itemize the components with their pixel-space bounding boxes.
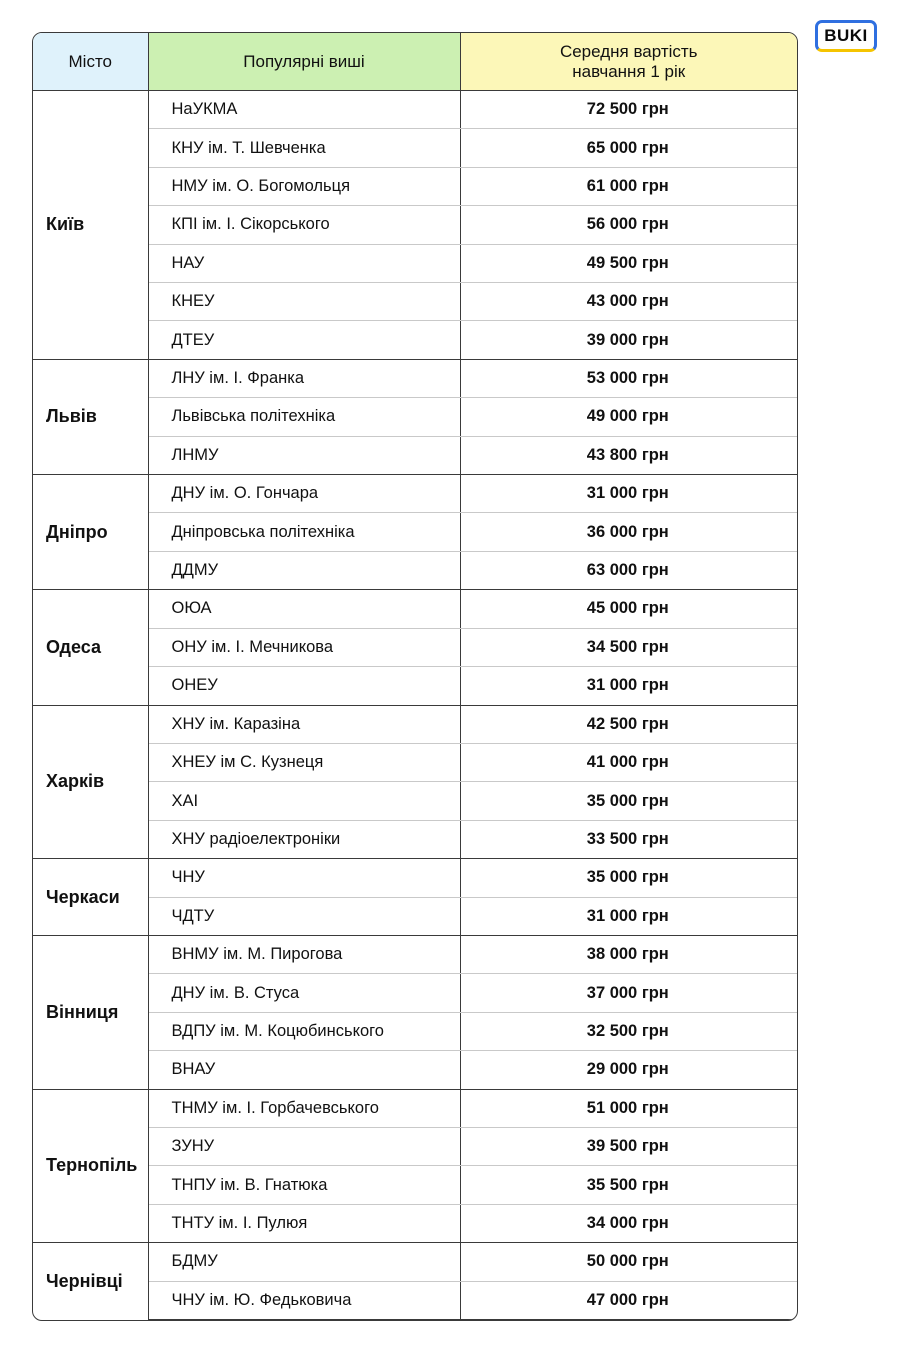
table-row	[33, 91, 797, 129]
city-cell: Вінниця	[33, 935, 148, 1089]
table-row	[33, 859, 797, 897]
price-cell: 35 500 грн	[460, 1166, 797, 1204]
city-cell: Тернопіль	[33, 1089, 148, 1243]
price-cell: 32 500 грн	[460, 1012, 797, 1050]
table-row	[33, 1166, 797, 1204]
table-row	[33, 436, 797, 474]
table-row	[33, 513, 797, 551]
price-cell: 43 000 грн	[460, 283, 797, 321]
price-cell: 49 000 грн	[460, 398, 797, 436]
university-cell: НАУ	[148, 244, 460, 282]
table-row	[33, 1012, 797, 1050]
university-cell: ВНМУ ім. М. Пирогова	[148, 935, 460, 973]
table-row	[33, 206, 797, 244]
university-cell: ТНПУ ім. В. Гнатюка	[148, 1166, 460, 1204]
table-row	[33, 820, 797, 858]
header-price-label: Середня вартість навчання 1 рік	[559, 41, 698, 81]
university-cell: НМУ ім. О. Богомольця	[148, 167, 460, 205]
price-cell: 39 000 грн	[460, 321, 797, 359]
table-row	[33, 667, 797, 705]
price-cell: 49 500 грн	[460, 244, 797, 282]
price-cell: 39 500 грн	[460, 1127, 797, 1165]
price-cell: 51 000 грн	[460, 1089, 797, 1127]
price-cell: 47 000 грн	[460, 1281, 797, 1319]
table-row	[33, 359, 797, 397]
price-cell: 31 000 грн	[460, 667, 797, 705]
price-cell: 61 000 грн	[460, 167, 797, 205]
university-cell: ХНУ ім. Каразіна	[148, 705, 460, 743]
university-cell: ЧНУ ім. Ю. Федьковича	[148, 1281, 460, 1319]
university-cell: ЗУНУ	[148, 1127, 460, 1165]
table-body	[33, 91, 797, 1320]
university-cell: ХНУ радіоелектроніки	[148, 820, 460, 858]
university-cell: КПІ ім. І. Сікорського	[148, 206, 460, 244]
price-cell: 35 000 грн	[460, 782, 797, 820]
price-cell: 29 000 грн	[460, 1051, 797, 1089]
university-cell: ВНАУ	[148, 1051, 460, 1089]
price-cell: 53 000 грн	[460, 359, 797, 397]
university-cell: ЧНУ	[148, 859, 460, 897]
header-universities: Популярні виші	[148, 33, 460, 91]
buki-logo: BUKI	[815, 20, 877, 52]
price-cell: 43 800 грн	[460, 436, 797, 474]
table-row	[33, 1243, 797, 1281]
city-cell: Одеса	[33, 590, 148, 705]
table-row	[33, 475, 797, 513]
university-cell: НаУКМА	[148, 91, 460, 129]
price-cell: 65 000 грн	[460, 129, 797, 167]
price-cell: 72 500 грн	[460, 91, 797, 129]
university-cell: ДДМУ	[148, 551, 460, 589]
price-cell: 37 000 грн	[460, 974, 797, 1012]
tuition-table	[32, 32, 798, 1321]
university-cell: ЛНУ ім. І. Франка	[148, 359, 460, 397]
university-cell: ХНЕУ ім С. Кузнеця	[148, 743, 460, 781]
university-cell: ЧДТУ	[148, 897, 460, 935]
table-row	[33, 782, 797, 820]
city-cell: Дніпро	[33, 475, 148, 590]
university-cell: ТНМУ ім. І. Горбачевського	[148, 1089, 460, 1127]
table-row	[33, 1281, 797, 1319]
city-cell: Харків	[33, 705, 148, 859]
table-row	[33, 167, 797, 205]
table-row	[33, 974, 797, 1012]
university-cell: ТНТУ ім. І. Пулюя	[148, 1204, 460, 1242]
price-cell: 35 000 грн	[460, 859, 797, 897]
university-cell: Львівська політехніка	[148, 398, 460, 436]
table-row	[33, 628, 797, 666]
price-cell: 31 000 грн	[460, 897, 797, 935]
university-cell: ОНУ ім. І. Мечникова	[148, 628, 460, 666]
table-row	[33, 1127, 797, 1165]
table-row	[33, 590, 797, 628]
university-cell: КНЕУ	[148, 283, 460, 321]
university-cell: КНУ ім. Т. Шевченка	[148, 129, 460, 167]
university-cell: ДНУ ім. О. Гончара	[148, 475, 460, 513]
table-row	[33, 743, 797, 781]
university-cell: ЛНМУ	[148, 436, 460, 474]
city-cell: Львів	[33, 359, 148, 474]
table-row	[33, 321, 797, 359]
header-price	[460, 33, 797, 91]
price-cell: 36 000 грн	[460, 513, 797, 551]
table-row	[33, 935, 797, 973]
university-cell: Дніпровська політехніка	[148, 513, 460, 551]
price-cell: 56 000 грн	[460, 206, 797, 244]
university-cell: ХАІ	[148, 782, 460, 820]
price-cell: 38 000 грн	[460, 935, 797, 973]
city-cell: Чернівці	[33, 1243, 148, 1320]
price-cell: 34 000 грн	[460, 1204, 797, 1242]
table-row	[33, 705, 797, 743]
university-cell: ОЮА	[148, 590, 460, 628]
table-row	[33, 283, 797, 321]
price-cell: 31 000 грн	[460, 475, 797, 513]
university-cell: ДНУ ім. В. Стуса	[148, 974, 460, 1012]
price-cell: 33 500 грн	[460, 820, 797, 858]
header-city: Місто	[33, 33, 148, 91]
price-cell: 42 500 грн	[460, 705, 797, 743]
price-cell: 63 000 грн	[460, 551, 797, 589]
table-row	[33, 129, 797, 167]
price-cell: 45 000 грн	[460, 590, 797, 628]
price-cell: 34 500 грн	[460, 628, 797, 666]
table-row	[33, 1204, 797, 1242]
table-row	[33, 1051, 797, 1089]
university-cell: ВДПУ ім. М. Коцюбинського	[148, 1012, 460, 1050]
table-row	[33, 398, 797, 436]
table-row	[33, 244, 797, 282]
city-cell: Черкаси	[33, 859, 148, 936]
university-cell: ДТЕУ	[148, 321, 460, 359]
university-cell: ОНЕУ	[148, 667, 460, 705]
table-header-row	[33, 33, 797, 91]
university-cell: БДМУ	[148, 1243, 460, 1281]
city-cell: Київ	[33, 91, 148, 360]
table-row	[33, 1089, 797, 1127]
price-cell: 50 000 грн	[460, 1243, 797, 1281]
price-cell: 41 000 грн	[460, 743, 797, 781]
table-row	[33, 897, 797, 935]
table-row	[33, 551, 797, 589]
